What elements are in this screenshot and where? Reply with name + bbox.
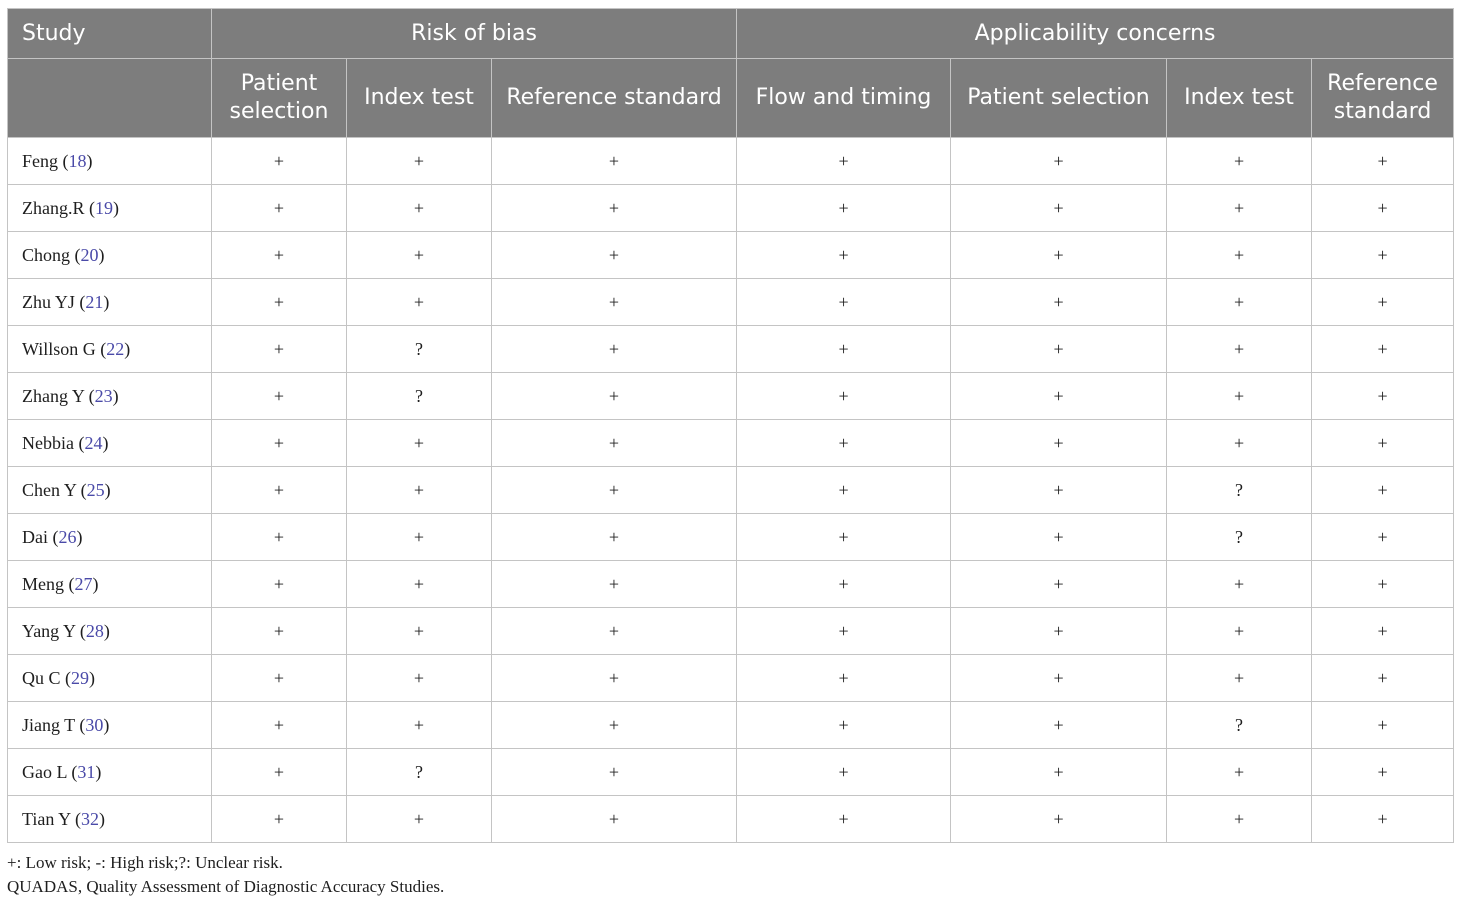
study-reference-link[interactable]: 25 [86, 479, 105, 500]
rating-cell: + [737, 373, 951, 420]
rating-cell: + [951, 514, 1167, 561]
study-name-cell: Zhang.R (19) [8, 185, 212, 232]
rating-cell: + [1312, 561, 1454, 608]
rating-cell: + [1312, 185, 1454, 232]
rating-cell: + [347, 420, 492, 467]
ac-patient-selection-header: Patient selection [951, 59, 1167, 138]
rating-cell: + [347, 279, 492, 326]
rating-cell: + [212, 467, 347, 514]
rating-cell: + [737, 185, 951, 232]
study-column-header: Study [8, 9, 212, 59]
quadas-table [7, 8, 1454, 843]
rating-cell: + [492, 138, 737, 185]
rating-cell: + [1167, 232, 1312, 279]
rating-cell: + [212, 796, 347, 843]
study-author: Meng [22, 573, 64, 594]
rating-cell: + [212, 655, 347, 702]
rating-cell: + [347, 561, 492, 608]
study-reference-link[interactable]: 23 [94, 385, 113, 406]
study-reference-link[interactable]: 29 [71, 667, 90, 688]
study-name-cell: Chen Y (25) [8, 467, 212, 514]
ac-index-test-header: Index test [1167, 59, 1312, 138]
rating-cell: + [212, 373, 347, 420]
table-row [8, 185, 1454, 232]
table-row [8, 420, 1454, 467]
table-row [8, 138, 1454, 185]
rating-cell: + [1167, 138, 1312, 185]
table-row [8, 702, 1454, 749]
rating-cell: + [737, 655, 951, 702]
table-row [8, 232, 1454, 279]
rating-cell: + [737, 608, 951, 655]
rating-cell: + [1312, 796, 1454, 843]
study-reference-link[interactable]: 28 [85, 620, 104, 641]
rating-cell: + [951, 138, 1167, 185]
table-row [8, 467, 1454, 514]
rating-cell: + [1167, 749, 1312, 796]
rating-cell: + [347, 185, 492, 232]
study-reference-link[interactable]: 18 [68, 150, 87, 171]
applicability-concerns-group-header: Applicability concerns [737, 9, 1454, 59]
rating-cell: + [951, 185, 1167, 232]
table-row [8, 514, 1454, 561]
study-name-cell: Willson G (22) [8, 326, 212, 373]
table-row [8, 749, 1454, 796]
rating-cell: + [737, 138, 951, 185]
table-row [8, 561, 1454, 608]
rating-cell: + [492, 326, 737, 373]
rating-cell: + [347, 796, 492, 843]
rating-cell: + [951, 373, 1167, 420]
header-row-domains [8, 59, 1454, 138]
rob-index-test-header: Index test [347, 59, 492, 138]
rating-cell: + [951, 232, 1167, 279]
study-reference-link[interactable]: 20 [80, 244, 99, 265]
rating-cell: + [347, 702, 492, 749]
rating-cell: + [492, 279, 737, 326]
rating-cell: + [737, 467, 951, 514]
rating-cell: + [1312, 373, 1454, 420]
study-author: Gao L [22, 761, 67, 782]
study-author: Qu C [22, 667, 61, 688]
rating-cell: + [212, 232, 347, 279]
study-author: Tian Y [22, 808, 71, 829]
study-author: Yang Y [22, 620, 76, 641]
study-reference-link[interactable]: 19 [95, 197, 113, 218]
rating-cell: + [492, 561, 737, 608]
study-name-cell: Nebbia (24) [8, 420, 212, 467]
rating-cell: + [1312, 232, 1454, 279]
table-row [8, 373, 1454, 420]
risk-legend-note: +: Low risk; -: High risk;?: Unclear risk. [7, 853, 283, 872]
rating-cell: + [951, 702, 1167, 749]
rating-cell: + [212, 749, 347, 796]
risk-of-bias-group-header: Risk of bias [212, 9, 737, 59]
rating-cell: ? [347, 326, 492, 373]
ac-reference-standard-header: Reference standard [1312, 59, 1454, 138]
rating-cell: + [951, 796, 1167, 843]
rating-cell: + [737, 232, 951, 279]
rating-cell: + [347, 514, 492, 561]
rating-cell: + [951, 279, 1167, 326]
abbreviation-note: QUADAS, Quality Assessment of Diagnostic Accuracy Studies. [7, 877, 445, 896]
rating-cell: + [492, 232, 737, 279]
rating-cell: + [737, 702, 951, 749]
rating-cell: + [737, 561, 951, 608]
rating-cell: + [951, 561, 1167, 608]
rating-cell: + [492, 420, 737, 467]
study-author: Feng [22, 150, 58, 171]
rating-cell: + [1167, 655, 1312, 702]
rating-cell: + [212, 420, 347, 467]
table-row [8, 608, 1454, 655]
rating-cell: + [212, 561, 347, 608]
study-author: Nebbia [22, 432, 74, 453]
rating-cell: + [737, 279, 951, 326]
rating-cell: + [1312, 655, 1454, 702]
rating-cell: + [492, 655, 737, 702]
rating-cell: + [1312, 749, 1454, 796]
rating-cell: + [737, 796, 951, 843]
rating-cell: + [1312, 326, 1454, 373]
rating-cell: + [1167, 279, 1312, 326]
study-reference-link[interactable]: 30 [85, 714, 104, 735]
rating-cell: + [737, 326, 951, 373]
rating-cell: + [1167, 185, 1312, 232]
study-author: Jiang T [22, 714, 75, 735]
rating-cell: + [212, 185, 347, 232]
rating-cell: + [492, 373, 737, 420]
table-body [8, 138, 1454, 843]
rating-cell: + [737, 420, 951, 467]
rating-cell: + [1312, 420, 1454, 467]
study-reference-link[interactable]: 24 [84, 432, 103, 453]
rating-cell: + [951, 467, 1167, 514]
study-name-cell: Yang Y (28) [8, 608, 212, 655]
rating-cell: + [492, 608, 737, 655]
rating-cell: + [951, 326, 1167, 373]
rating-cell: ? [1167, 702, 1312, 749]
rating-cell: + [737, 514, 951, 561]
study-name-cell: Zhu YJ (21) [8, 279, 212, 326]
rating-cell: + [212, 608, 347, 655]
table-header [8, 9, 1454, 138]
rating-cell: + [492, 514, 737, 561]
rating-cell: + [1312, 467, 1454, 514]
study-name-cell: Qu C (29) [8, 655, 212, 702]
rob-reference-standard-header: Reference standard [492, 59, 737, 138]
study-author: Zhang.R [22, 197, 85, 218]
rating-cell: + [492, 467, 737, 514]
blank-header-cell [8, 59, 212, 138]
rating-cell: + [347, 608, 492, 655]
rating-cell: + [347, 138, 492, 185]
rating-cell: + [212, 138, 347, 185]
study-name-cell: Zhang Y (23) [8, 373, 212, 420]
rating-cell: + [737, 749, 951, 796]
rating-cell: + [951, 608, 1167, 655]
rating-cell: + [1167, 608, 1312, 655]
study-reference-link[interactable]: 31 [77, 761, 96, 782]
study-author: Chong [22, 244, 71, 265]
study-name-cell: Feng (18) [8, 138, 212, 185]
rating-cell: + [492, 749, 737, 796]
rating-cell: + [1312, 702, 1454, 749]
study-author: Willson G [22, 338, 96, 359]
table-row [8, 326, 1454, 373]
rating-cell: + [347, 655, 492, 702]
rating-cell: + [492, 796, 737, 843]
rating-cell: + [212, 326, 347, 373]
rating-cell: + [1167, 420, 1312, 467]
study-reference-link[interactable]: 26 [58, 526, 77, 547]
header-row-groups [8, 9, 1454, 59]
rating-cell: + [212, 514, 347, 561]
study-name-cell: Dai (26) [8, 514, 212, 561]
rating-cell: ? [347, 749, 492, 796]
study-author: Dai [22, 526, 48, 547]
study-name-cell: Jiang T (30) [8, 702, 212, 749]
rating-cell: + [1312, 514, 1454, 561]
table-footnotes [7, 851, 444, 899]
study-name-cell: Meng (27) [8, 561, 212, 608]
rating-cell: ? [1167, 467, 1312, 514]
study-author: Zhang Y [22, 385, 85, 406]
table-row [8, 655, 1454, 702]
rating-cell: + [1312, 608, 1454, 655]
rating-cell: + [951, 420, 1167, 467]
rating-cell: + [951, 655, 1167, 702]
rating-cell: + [1167, 326, 1312, 373]
rating-cell: + [347, 232, 492, 279]
rating-cell: ? [1167, 514, 1312, 561]
rating-cell: + [212, 279, 347, 326]
rating-cell: + [492, 702, 737, 749]
table-row [8, 279, 1454, 326]
table-row [8, 796, 1454, 843]
rating-cell: ? [347, 373, 492, 420]
study-reference-link[interactable]: 27 [74, 573, 93, 594]
study-reference-link[interactable]: 32 [81, 808, 100, 829]
rating-cell: + [1312, 138, 1454, 185]
rating-cell: + [1312, 279, 1454, 326]
study-name-cell: Tian Y (32) [8, 796, 212, 843]
rating-cell: + [492, 185, 737, 232]
rating-cell: + [951, 749, 1167, 796]
rating-cell: + [347, 467, 492, 514]
rating-cell: + [212, 702, 347, 749]
rating-cell: + [1167, 373, 1312, 420]
study-name-cell: Chong (20) [8, 232, 212, 279]
study-reference-link[interactable]: 22 [106, 338, 125, 359]
rob-flow-and-timing-header: Flow and timing [737, 59, 951, 138]
rating-cell: + [1167, 796, 1312, 843]
rating-cell: + [1167, 561, 1312, 608]
study-author: Zhu YJ [22, 291, 75, 312]
study-reference-link[interactable]: 21 [85, 291, 104, 312]
study-name-cell: Gao L (31) [8, 749, 212, 796]
rob-patient-selection-header: Patient selection [212, 59, 347, 138]
study-author: Chen Y [22, 479, 77, 500]
